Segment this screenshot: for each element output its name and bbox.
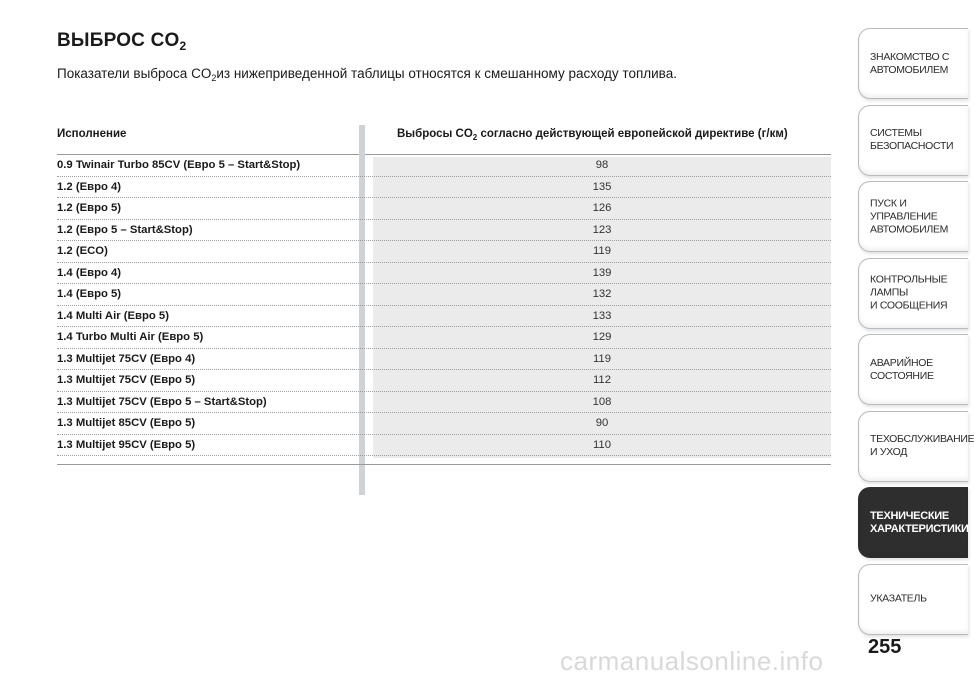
table-row (57, 435, 831, 457)
co2-value-cell: 123 (592, 223, 612, 236)
table-row (57, 370, 831, 392)
column-header-emissions: Выбросы $CO_2$ согласно действующей европейской директиве (г/км) (397, 128, 788, 142)
nav-tab-8[interactable] (858, 564, 968, 635)
table-row (57, 241, 831, 263)
co2-value-cell: 133 (592, 309, 612, 322)
emissions-table (57, 124, 831, 456)
engine-version-cell: 1.2 (Евро 4) (57, 180, 122, 193)
nav-tab-label: ТЕХНИЧЕСКИЕ ХАРАКТЕРИСТИКИ (870, 509, 969, 535)
nav-tab-2[interactable] (858, 105, 968, 176)
engine-version-cell: 1.4 Multi Air (Евро 5) (57, 309, 169, 322)
nav-tab-label: УКАЗАТЕЛЬ (870, 592, 927, 605)
table-bottom-rule (57, 464, 831, 465)
engine-version-cell: 0.9 Twinair Turbo 85CV (Евро 5 – Start&Stop) (57, 159, 301, 171)
nav-tab-5[interactable] (858, 334, 968, 405)
table-header (57, 124, 831, 155)
engine-version-cell: 1.3 Multijet 75CV (Евро 5 – Start&Stop) (57, 395, 267, 408)
engine-version-cell: 1.3 Multijet 95CV (Евро 5) (57, 438, 196, 451)
nav-tab-label: ЗНАКОМСТВО С АВТОМОБИЛЕМ (870, 50, 950, 76)
table-row (57, 198, 831, 220)
intro-subscript: 2 (211, 73, 217, 83)
co2-value-cell: 119 (592, 352, 611, 365)
co2-value-cell: 98 (595, 159, 609, 171)
page-title: ВЫБРОС $CO_2$ (57, 30, 187, 53)
nav-tab-6[interactable] (858, 411, 974, 482)
engine-version-cell: 1.3 Multijet 75CV (Евро 5) (57, 374, 196, 386)
nav-tab-label: КОНТРОЛЬНЫЕ ЛАМПЫ И СООБЩЕНИЯ (870, 273, 948, 312)
table-row (57, 220, 831, 242)
table-row (57, 155, 831, 177)
nav-tab-label: СИСТЕМЫ БЕЗОПАСНОСТИ (870, 127, 954, 152)
engine-version-cell: 1.2 (Евро 5) (57, 202, 122, 214)
co2-value-cell: 139 (592, 266, 612, 279)
table-body (57, 155, 831, 456)
engine-version-cell: 1.4 (Евро 5) (57, 288, 122, 300)
table-row (57, 284, 831, 306)
co2-value-cell: 108 (592, 395, 612, 408)
watermark: carmanualsonline.info (560, 646, 824, 676)
table-row (57, 327, 831, 349)
title-subscript: 2 (179, 39, 187, 53)
engine-version-cell: 1.2 (ECO) (57, 245, 108, 257)
co2-value-cell: 132 (592, 288, 612, 300)
co2-value-cell: 110 (592, 438, 611, 451)
engine-version-cell: 1.3 Multijet 85CV (Евро 5) (57, 417, 196, 429)
table-row (57, 263, 831, 285)
co2-value-cell: 119 (592, 245, 611, 257)
co2-value-cell: 129 (592, 331, 612, 343)
column-header-version: Исполнение (57, 128, 127, 140)
nav-tab-4[interactable] (858, 258, 968, 329)
engine-version-cell: 1.4 (Евро 4) (57, 266, 122, 279)
engine-version-cell: 1.3 Multijet 75CV (Евро 4) (57, 352, 196, 365)
co2-value-cell: 135 (592, 180, 612, 193)
table-row (57, 177, 831, 199)
co2-value-cell: 112 (592, 374, 611, 386)
nav-tab-1[interactable] (858, 28, 968, 99)
table-row (57, 392, 831, 414)
nav-tab-label: ТЕХОБСЛУЖИВАНИЕ И УХОД (870, 433, 974, 458)
intro-text: Показатели выброса $CO_2из$ нижеприведенной таблицы относятся к смешанному расходу топлива. (57, 66, 677, 83)
co2-value-cell: 126 (592, 202, 612, 214)
nav-tab-label: АВАРИЙНОЕ СОСТОЯНИЕ (870, 356, 934, 382)
engine-version-cell: 1.4 Turbo Multi Air (Евро 5) (57, 331, 204, 343)
nav-tab-3[interactable] (858, 181, 968, 252)
table-row (57, 413, 831, 435)
nav-tab-7[interactable] (858, 487, 968, 558)
table-row (57, 306, 831, 328)
engine-version-cell: 1.2 (Евро 5 – Start&Stop) (57, 223, 193, 236)
co2-value-cell: 90 (595, 417, 609, 429)
nav-tab-label: ПУСК И УПРАВЛЕНИЕ АВТОМОБИЛЕМ (870, 197, 949, 235)
table-row (57, 349, 831, 371)
page-number: 255 (868, 636, 902, 658)
